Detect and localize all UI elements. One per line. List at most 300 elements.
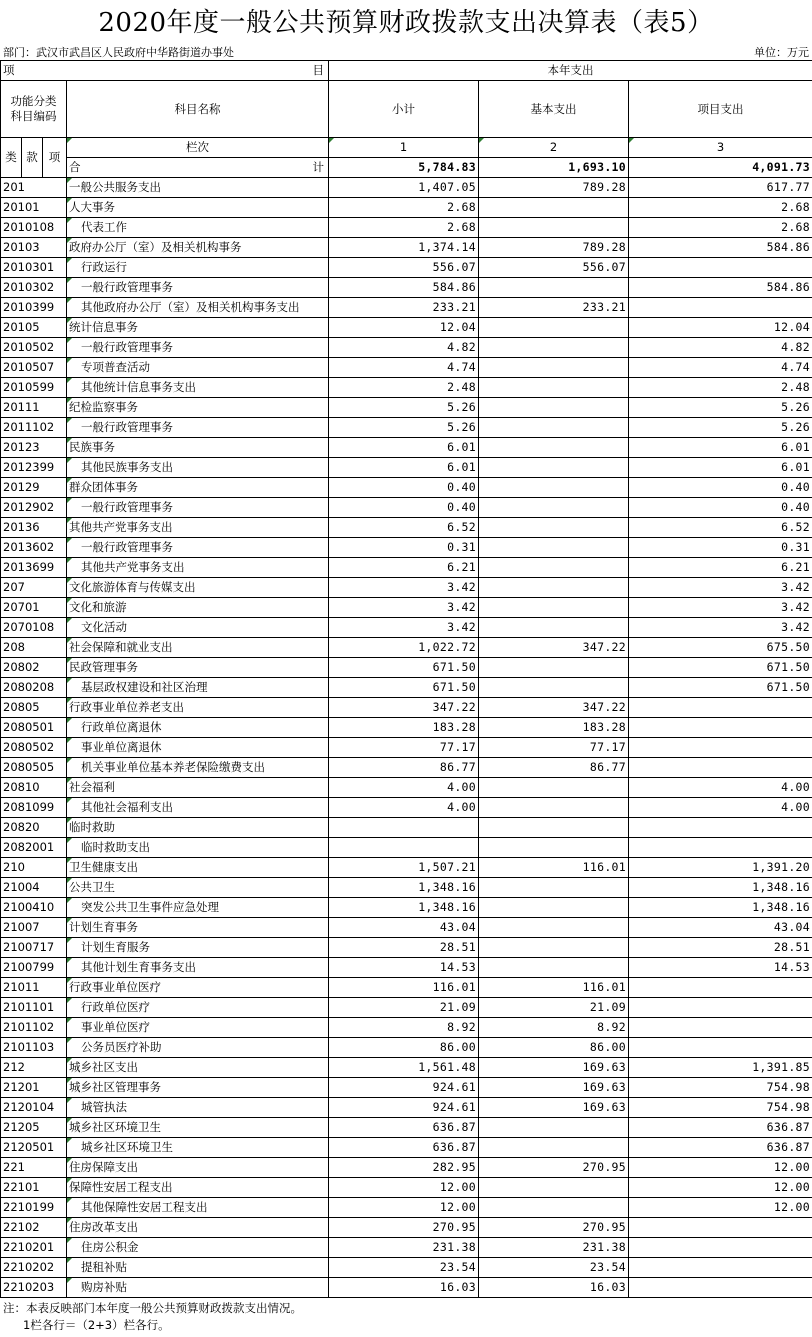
row-code: 2010399 xyxy=(1,298,67,318)
row-code: 21011 xyxy=(1,978,67,998)
row-basic xyxy=(479,378,629,398)
col3-index: 3 xyxy=(629,138,812,158)
current-year-expense-header: 本年支出 xyxy=(329,61,812,81)
subtotal-header: 小计 xyxy=(329,81,479,138)
table-row xyxy=(1,258,812,278)
row-name: 其他共产党事务支出 xyxy=(67,558,329,578)
row-name: 其他民族事务支出 xyxy=(67,458,329,478)
col1-index: 1 xyxy=(329,138,479,158)
row-subtotal: 116.01 xyxy=(329,978,479,998)
row-code: 212 xyxy=(1,1058,67,1078)
row-name: 城乡社区环境卫生 xyxy=(67,1138,329,1158)
row-subtotal: 924.61 xyxy=(329,1078,479,1098)
row-subtotal: 270.95 xyxy=(329,1218,479,1238)
table-row xyxy=(1,1258,812,1278)
col2-index: 2 xyxy=(479,138,629,158)
row-subtotal: 86.77 xyxy=(329,758,479,778)
table-row xyxy=(1,558,812,578)
row-name: 事业单位离退休 xyxy=(67,738,329,758)
table-row xyxy=(1,958,812,978)
row-name: 社会福利 xyxy=(67,778,329,798)
row-code: 21201 xyxy=(1,1078,67,1098)
row-subtotal: 4.00 xyxy=(329,778,479,798)
table-row xyxy=(1,898,812,918)
row-basic: 8.92 xyxy=(479,1018,629,1038)
row-basic: 347.22 xyxy=(479,638,629,658)
row-name: 卫生健康支出 xyxy=(67,858,329,878)
row-basic: 77.17 xyxy=(479,738,629,758)
row-project: 1,391.20 xyxy=(629,858,812,878)
row-name: 住房公积金 xyxy=(67,1238,329,1258)
row-name: 城乡社区环境卫生 xyxy=(67,1118,329,1138)
page-title: 2020年度一般公共预算财政拨款支出决算表（表5） xyxy=(98,8,714,38)
table-row xyxy=(1,338,812,358)
row-basic xyxy=(479,958,629,978)
row-code: 221 xyxy=(1,1158,67,1178)
row-subtotal: 12.04 xyxy=(329,318,479,338)
row-project: 5.26 xyxy=(629,418,812,438)
row-subtotal: 0.40 xyxy=(329,498,479,518)
row-project: 14.53 xyxy=(629,958,812,978)
row-code: 20103 xyxy=(1,238,67,258)
row-project xyxy=(629,1018,812,1038)
row-basic xyxy=(479,418,629,438)
row-subtotal: 0.31 xyxy=(329,538,479,558)
row-name: 提租补贴 xyxy=(67,1258,329,1278)
table-row xyxy=(1,838,812,858)
row-code: 20101 xyxy=(1,198,67,218)
row-subtotal: 8.92 xyxy=(329,1018,479,1038)
row-code: 2010507 xyxy=(1,358,67,378)
row-subtotal: 3.42 xyxy=(329,618,479,638)
row-basic xyxy=(479,518,629,538)
row-name: 群众团体事务 xyxy=(67,478,329,498)
table-row xyxy=(1,358,812,378)
table-row xyxy=(1,998,812,1018)
table-row xyxy=(1,438,812,458)
row-basic: 789.28 xyxy=(479,178,629,198)
row-basic: 86.77 xyxy=(479,758,629,778)
row-subtotal: 6.01 xyxy=(329,458,479,478)
row-project xyxy=(629,1258,812,1278)
row-code: 2080208 xyxy=(1,678,67,698)
row-name: 城管执法 xyxy=(67,1098,329,1118)
row-project: 0.31 xyxy=(629,538,812,558)
table-row xyxy=(1,1158,812,1178)
row-basic xyxy=(479,478,629,498)
row-subtotal: 556.07 xyxy=(329,258,479,278)
row-project: 0.40 xyxy=(629,478,812,498)
row-basic xyxy=(479,558,629,578)
table-row xyxy=(1,418,812,438)
row-basic xyxy=(479,1138,629,1158)
column-no-header: 栏次 xyxy=(67,138,329,158)
row-basic xyxy=(479,398,629,418)
row-basic: 116.01 xyxy=(479,858,629,878)
row-code: 2101101 xyxy=(1,998,67,1018)
row-basic xyxy=(479,318,629,338)
row-code: 201 xyxy=(1,178,67,198)
row-project: 671.50 xyxy=(629,658,812,678)
row-code: 2081099 xyxy=(1,798,67,818)
row-subtotal: 1,507.21 xyxy=(329,858,479,878)
row-basic xyxy=(479,658,629,678)
row-name: 机关事业单位基本养老保险缴费支出 xyxy=(67,758,329,778)
table-row xyxy=(1,318,812,338)
table-row xyxy=(1,718,812,738)
row-name: 文化和旅游 xyxy=(67,598,329,618)
row-code: 2013602 xyxy=(1,538,67,558)
table-row xyxy=(1,598,812,618)
row-project: 617.77 xyxy=(629,178,812,198)
table-row xyxy=(1,1058,812,1078)
row-subtotal: 16.03 xyxy=(329,1278,479,1298)
row-project xyxy=(629,1278,812,1298)
table-row xyxy=(1,878,812,898)
row-code: 21004 xyxy=(1,878,67,898)
row-name: 民政管理事务 xyxy=(67,658,329,678)
row-project xyxy=(629,818,812,838)
row-name: 公共卫生 xyxy=(67,878,329,898)
row-project: 3.42 xyxy=(629,598,812,618)
note-line-1: 注：本表反映部门本年度一般公共预算财政拨款支出情况。 xyxy=(3,1301,302,1315)
row-basic xyxy=(479,878,629,898)
row-name: 行政单位离退休 xyxy=(67,718,329,738)
row-basic xyxy=(479,538,629,558)
total-row xyxy=(1,158,812,178)
row-basic: 231.38 xyxy=(479,1238,629,1258)
row-code: 2120501 xyxy=(1,1138,67,1158)
row-basic xyxy=(479,578,629,598)
row-code: 210 xyxy=(1,858,67,878)
table-row xyxy=(1,278,812,298)
row-code: 2011102 xyxy=(1,418,67,438)
unit-label: 单位：万元 xyxy=(754,46,809,59)
row-project: 43.04 xyxy=(629,918,812,938)
row-subtotal: 12.00 xyxy=(329,1178,479,1198)
row-basic: 169.63 xyxy=(479,1078,629,1098)
row-name: 临时救助 xyxy=(67,818,329,838)
row-subtotal: 671.50 xyxy=(329,658,479,678)
row-subtotal: 23.54 xyxy=(329,1258,479,1278)
row-name: 文化旅游体育与传媒支出 xyxy=(67,578,329,598)
row-name: 计划生育事务 xyxy=(67,918,329,938)
table-row xyxy=(1,1098,812,1118)
row-name: 纪检监察事务 xyxy=(67,398,329,418)
row-project: 4.00 xyxy=(629,798,812,818)
row-code: 2101103 xyxy=(1,1038,67,1058)
row-subtotal: 1,374.14 xyxy=(329,238,479,258)
row-basic xyxy=(479,338,629,358)
table-row xyxy=(1,1038,812,1058)
row-project: 6.21 xyxy=(629,558,812,578)
total-basic: 1,693.10 xyxy=(479,158,629,178)
row-code: 2080502 xyxy=(1,738,67,758)
row-code: 2012399 xyxy=(1,458,67,478)
row-subtotal: 43.04 xyxy=(329,918,479,938)
row-name: 其他保障性安居工程支出 xyxy=(67,1198,329,1218)
row-code: 2010108 xyxy=(1,218,67,238)
table-row xyxy=(1,498,812,518)
row-name: 社会保障和就业支出 xyxy=(67,638,329,658)
table-row xyxy=(1,458,812,478)
row-name: 一般公共服务支出 xyxy=(67,178,329,198)
row-code: 2210203 xyxy=(1,1278,67,1298)
subject-name-header: 科目名称 xyxy=(67,81,329,138)
expense-table xyxy=(0,60,812,1298)
row-basic: 116.01 xyxy=(479,978,629,998)
row-project: 636.87 xyxy=(629,1138,812,1158)
row-project: 12.04 xyxy=(629,318,812,338)
table-row xyxy=(1,758,812,778)
row-code: 2210201 xyxy=(1,1238,67,1258)
table-row xyxy=(1,1178,812,1198)
table-row xyxy=(1,818,812,838)
row-name: 一般行政管理事务 xyxy=(67,418,329,438)
row-name: 事业单位医疗 xyxy=(67,1018,329,1038)
row-name: 政府办公厅（室）及相关机构事务 xyxy=(67,238,329,258)
row-project: 6.01 xyxy=(629,438,812,458)
row-subtotal: 86.00 xyxy=(329,1038,479,1058)
row-project: 584.86 xyxy=(629,278,812,298)
row-name: 其他社会福利支出 xyxy=(67,798,329,818)
table-row xyxy=(1,918,812,938)
row-name: 计划生育服务 xyxy=(67,938,329,958)
row-name: 临时救助支出 xyxy=(67,838,329,858)
row-name: 行政事业单位养老支出 xyxy=(67,698,329,718)
row-subtotal: 1,561.48 xyxy=(329,1058,479,1078)
row-name: 一般行政管理事务 xyxy=(67,498,329,518)
row-project xyxy=(629,1038,812,1058)
row-project: 6.01 xyxy=(629,458,812,478)
row-subtotal: 77.17 xyxy=(329,738,479,758)
row-subtotal: 5.26 xyxy=(329,398,479,418)
row-code: 2010599 xyxy=(1,378,67,398)
row-subtotal xyxy=(329,818,479,838)
row-subtotal: 282.95 xyxy=(329,1158,479,1178)
row-basic xyxy=(479,778,629,798)
header-row-3 xyxy=(1,138,812,158)
row-basic: 789.28 xyxy=(479,238,629,258)
row-basic xyxy=(479,598,629,618)
row-project: 12.00 xyxy=(629,1158,812,1178)
table-row xyxy=(1,738,812,758)
row-subtotal: 28.51 xyxy=(329,938,479,958)
row-project: 584.86 xyxy=(629,238,812,258)
row-basic: 169.63 xyxy=(479,1058,629,1078)
row-subtotal: 6.21 xyxy=(329,558,479,578)
row-code: 2120104 xyxy=(1,1098,67,1118)
row-subtotal: 4.00 xyxy=(329,798,479,818)
row-code: 2100717 xyxy=(1,938,67,958)
function-code-header xyxy=(1,81,67,138)
table-row xyxy=(1,678,812,698)
table-row xyxy=(1,578,812,598)
row-code: 2013699 xyxy=(1,558,67,578)
row-project: 1,348.16 xyxy=(629,898,812,918)
row-code: 20810 xyxy=(1,778,67,798)
table-row xyxy=(1,238,812,258)
row-code: 2080501 xyxy=(1,718,67,738)
meta-bar xyxy=(0,44,812,61)
table-row xyxy=(1,198,812,218)
row-basic: 270.95 xyxy=(479,1218,629,1238)
row-basic xyxy=(479,278,629,298)
row-code: 2080505 xyxy=(1,758,67,778)
row-subtotal: 4.74 xyxy=(329,358,479,378)
row-name: 文化活动 xyxy=(67,618,329,638)
row-project xyxy=(629,998,812,1018)
row-subtotal: 1,348.16 xyxy=(329,898,479,918)
row-name: 住房保障支出 xyxy=(67,1158,329,1178)
row-project xyxy=(629,1238,812,1258)
row-basic: 556.07 xyxy=(479,258,629,278)
row-project: 671.50 xyxy=(629,678,812,698)
row-basic: 347.22 xyxy=(479,698,629,718)
row-code: 20111 xyxy=(1,398,67,418)
row-basic xyxy=(479,938,629,958)
row-project: 3.42 xyxy=(629,618,812,638)
basic-header: 基本支出 xyxy=(479,81,629,138)
row-name: 公务员医疗补助 xyxy=(67,1038,329,1058)
table-row xyxy=(1,1198,812,1218)
table-row xyxy=(1,378,812,398)
row-basic: 270.95 xyxy=(479,1158,629,1178)
row-subtotal: 3.42 xyxy=(329,578,479,598)
row-name: 统计信息事务 xyxy=(67,318,329,338)
row-project xyxy=(629,758,812,778)
row-project: 1,391.85 xyxy=(629,1058,812,1078)
row-subtotal: 2.48 xyxy=(329,378,479,398)
row-subtotal: 2.68 xyxy=(329,198,479,218)
item-header-right: 目 xyxy=(312,63,324,77)
row-name: 城乡社区管理事务 xyxy=(67,1078,329,1098)
item-header-cell xyxy=(1,61,329,81)
row-basic: 183.28 xyxy=(479,718,629,738)
total-subtotal: 5,784.83 xyxy=(329,158,479,178)
row-basic xyxy=(479,438,629,458)
row-name: 突发公共卫生事件应急处理 xyxy=(67,898,329,918)
row-basic: 169.63 xyxy=(479,1098,629,1118)
row-code: 20129 xyxy=(1,478,67,498)
row-subtotal: 14.53 xyxy=(329,958,479,978)
row-project: 12.00 xyxy=(629,1198,812,1218)
row-subtotal: 12.00 xyxy=(329,1198,479,1218)
row-basic xyxy=(479,1198,629,1218)
row-subtotal: 584.86 xyxy=(329,278,479,298)
row-project xyxy=(629,298,812,318)
row-project xyxy=(629,738,812,758)
row-code: 2210202 xyxy=(1,1258,67,1278)
row-basic xyxy=(479,358,629,378)
row-subtotal: 2.68 xyxy=(329,218,479,238)
table-row xyxy=(1,978,812,998)
row-code: 2101102 xyxy=(1,1018,67,1038)
row-subtotal: 636.87 xyxy=(329,1138,479,1158)
row-basic xyxy=(479,798,629,818)
row-project: 4.00 xyxy=(629,778,812,798)
row-subtotal: 924.61 xyxy=(329,1098,479,1118)
class-header: 类 xyxy=(1,138,22,178)
row-project: 3.42 xyxy=(629,578,812,598)
row-subtotal: 671.50 xyxy=(329,678,479,698)
row-code: 2100410 xyxy=(1,898,67,918)
table-row xyxy=(1,1118,812,1138)
table-row xyxy=(1,698,812,718)
row-name: 人大事务 xyxy=(67,198,329,218)
table-row xyxy=(1,1238,812,1258)
row-name: 行政单位医疗 xyxy=(67,998,329,1018)
row-project: 6.52 xyxy=(629,518,812,538)
table-row xyxy=(1,1278,812,1298)
row-subtotal: 5.26 xyxy=(329,418,479,438)
item-header-left: 项 xyxy=(3,63,15,77)
row-subtotal: 6.52 xyxy=(329,518,479,538)
header-row-2 xyxy=(1,81,812,138)
row-subtotal: 183.28 xyxy=(329,718,479,738)
row-name: 基层政权建设和社区治理 xyxy=(67,678,329,698)
row-code: 2012902 xyxy=(1,498,67,518)
row-project: 0.40 xyxy=(629,498,812,518)
row-name: 一般行政管理事务 xyxy=(67,538,329,558)
row-basic xyxy=(479,818,629,838)
row-name: 民族事务 xyxy=(67,438,329,458)
row-project: 754.98 xyxy=(629,1098,812,1118)
table-row xyxy=(1,1138,812,1158)
row-project: 4.74 xyxy=(629,358,812,378)
row-code: 2210199 xyxy=(1,1198,67,1218)
row-basic xyxy=(479,1118,629,1138)
row-code: 22102 xyxy=(1,1218,67,1238)
table-row xyxy=(1,858,812,878)
row-project xyxy=(629,1218,812,1238)
row-code: 207 xyxy=(1,578,67,598)
total-label-right: 计 xyxy=(312,160,324,174)
row-code: 2010502 xyxy=(1,338,67,358)
row-subtotal: 231.38 xyxy=(329,1238,479,1258)
row-code: 20820 xyxy=(1,818,67,838)
row-basic xyxy=(479,898,629,918)
row-name: 其他统计信息事务支出 xyxy=(67,378,329,398)
row-name: 其他政府办公厅（室）及相关机构事务支出 xyxy=(67,298,329,318)
row-basic xyxy=(479,198,629,218)
row-name: 其他计划生育事务支出 xyxy=(67,958,329,978)
table-row xyxy=(1,1018,812,1038)
row-name: 购房补贴 xyxy=(67,1278,329,1298)
row-code: 22101 xyxy=(1,1178,67,1198)
table-row xyxy=(1,298,812,318)
row-subtotal: 233.21 xyxy=(329,298,479,318)
row-subtotal: 1,348.16 xyxy=(329,878,479,898)
row-basic xyxy=(479,498,629,518)
row-code: 20123 xyxy=(1,438,67,458)
total-project: 4,091.73 xyxy=(629,158,812,178)
row-name: 一般行政管理事务 xyxy=(67,278,329,298)
item-header: 项 xyxy=(43,138,67,178)
row-code: 2082001 xyxy=(1,838,67,858)
row-code: 2070108 xyxy=(1,618,67,638)
row-code: 21205 xyxy=(1,1118,67,1138)
row-subtotal: 0.40 xyxy=(329,478,479,498)
function-code-label: 功能分类 科目编码 xyxy=(10,94,57,123)
row-code: 20805 xyxy=(1,698,67,718)
row-basic xyxy=(479,838,629,858)
row-subtotal xyxy=(329,838,479,858)
header-row-1 xyxy=(1,61,812,81)
row-basic: 21.09 xyxy=(479,998,629,1018)
row-name: 一般行政管理事务 xyxy=(67,338,329,358)
row-project: 636.87 xyxy=(629,1118,812,1138)
